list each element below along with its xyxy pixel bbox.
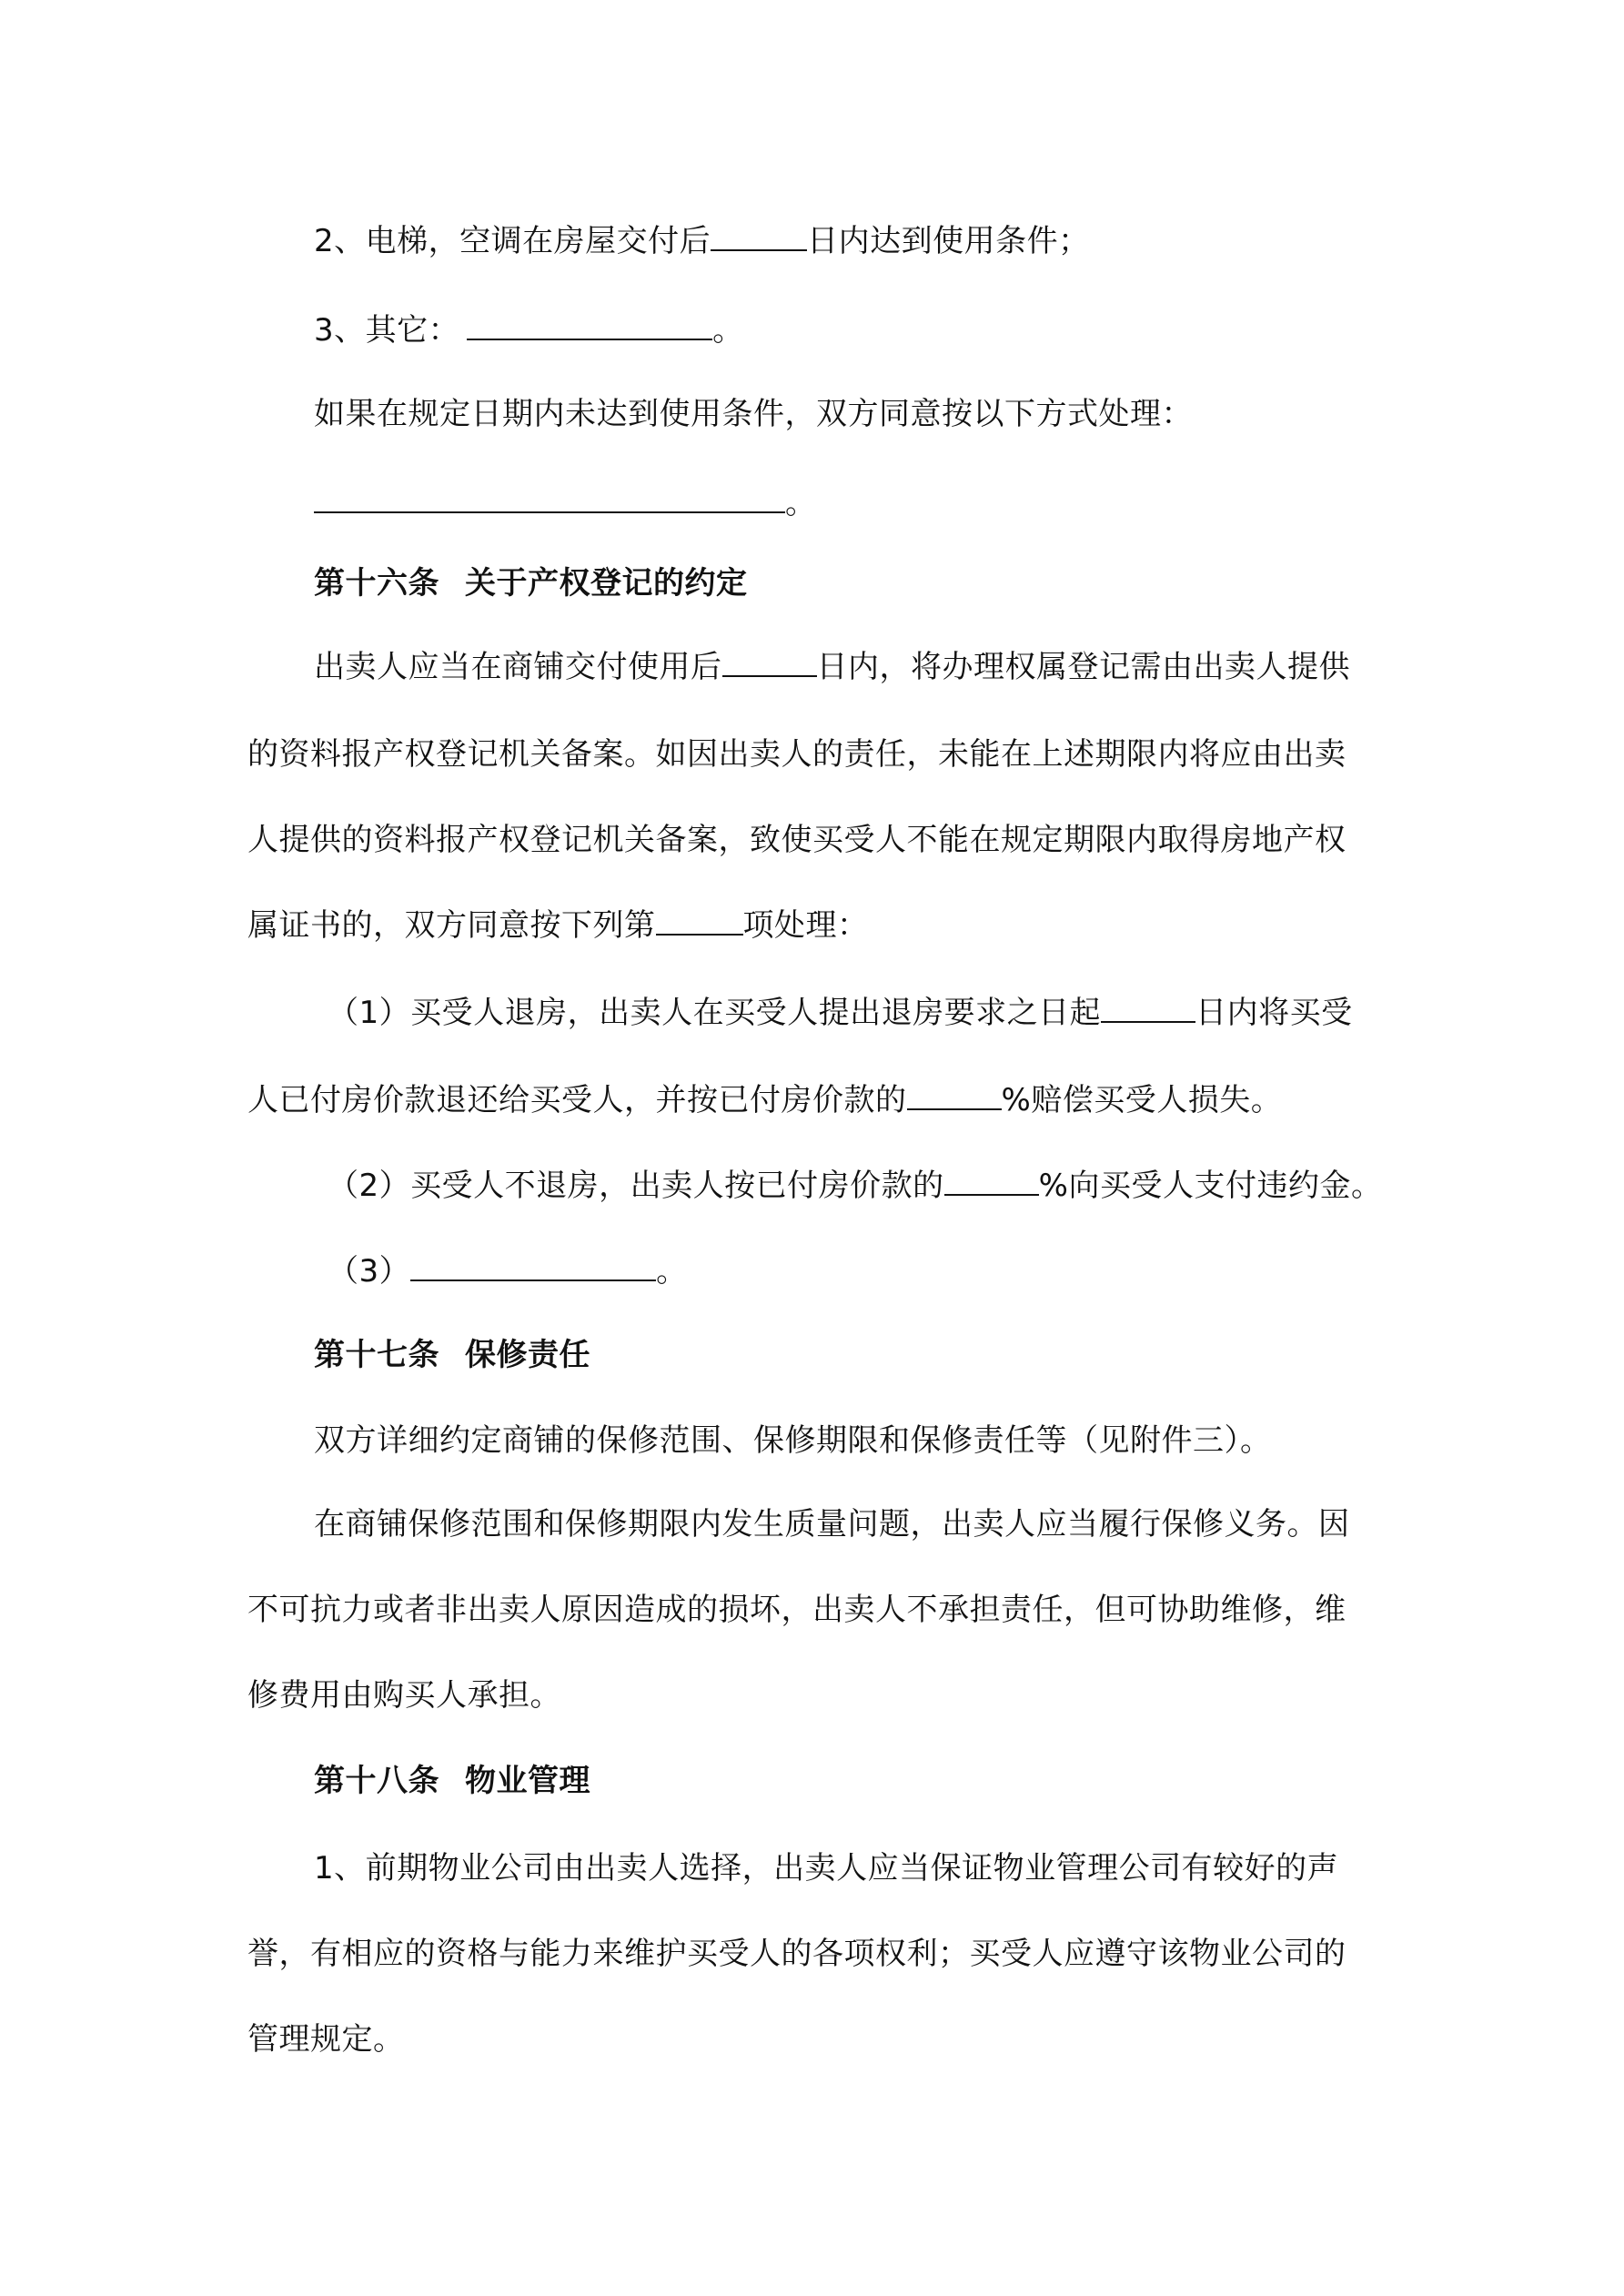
article-16-heading: [314, 562, 1451, 604]
article-17-para-line: [314, 1503, 1385, 1545]
fill-blank[interactable]: [467, 311, 712, 340]
text: %赔偿买受人损失。: [1001, 1082, 1283, 1118]
article-17-para-line: [247, 1674, 1385, 1716]
text: （1）买受人退房，出卖人在买受人提出退房要求之日起: [328, 995, 1102, 1031]
text: 人提供的资料报产权登记机关备案，致使买受人不能在规定期限内取得房地产权: [247, 822, 1347, 858]
fill-blank[interactable]: [410, 1252, 656, 1281]
text: 。: [712, 312, 744, 349]
text: 的资料报产权登记机关备案。如因出卖人的责任，未能在上述期限内将应由出卖: [247, 736, 1347, 773]
text: 日内，将办理权属登记需由出卖人提供: [816, 649, 1350, 685]
article-17-heading: [314, 1334, 1451, 1376]
text: 2、电梯，空调在房屋交付后: [314, 223, 711, 259]
text: （3）: [328, 1253, 411, 1290]
fill-blank[interactable]: [1101, 994, 1195, 1023]
text: 誉，有相应的资格与能力来维护买受人的各项权利；买受人应遵守该物业公司的: [247, 1936, 1347, 1972]
text: 人已付房价款退还给买受人，并按已付房价款的: [247, 1082, 907, 1118]
fill-blank[interactable]: [314, 484, 785, 513]
text: 属证书的，双方同意按下列第: [247, 907, 656, 944]
article-16-option-1-cont: [247, 1079, 1385, 1121]
clause-15-default-text: [314, 393, 1385, 435]
text: 项处理：: [742, 907, 869, 944]
text: 日内达到使用条件；: [807, 223, 1090, 259]
text: 3、其它：: [314, 312, 460, 349]
article-16-para-line: [314, 646, 1385, 688]
text: （2）买受人不退房，出卖人按已付房价款的: [328, 1168, 944, 1204]
article-18-heading: [314, 1760, 1451, 1802]
text: 。: [785, 485, 817, 521]
article-number: 第十六条: [314, 565, 439, 602]
article-title: 物业管理: [465, 1763, 590, 1799]
fill-blank[interactable]: [711, 222, 807, 251]
text: 。: [656, 1253, 688, 1290]
text: 修费用由购买人承担。: [247, 1677, 561, 1714]
article-title: 关于产权登记的约定: [465, 565, 748, 602]
fill-blank[interactable]: [722, 648, 817, 677]
fill-blank[interactable]: [656, 906, 743, 936]
fill-blank[interactable]: [944, 1167, 1039, 1196]
article-16-para-line: [247, 733, 1385, 775]
clause-15-default-blank-line: [314, 482, 1385, 524]
article-18-para-line: [314, 1847, 1385, 1889]
text: 出卖人应当在商铺交付使用后: [314, 649, 722, 685]
text: 日内将买受: [1195, 995, 1353, 1031]
article-16-para-line: [247, 905, 1385, 946]
fill-blank[interactable]: [907, 1081, 1002, 1110]
article-16-para-line: [247, 819, 1385, 861]
clause-15-item-3: [314, 309, 1385, 351]
text: 在商铺保修范围和保修期限内发生质量问题，出卖人应当履行保修义务。因: [314, 1506, 1350, 1542]
article-16-option-3: [328, 1250, 1385, 1292]
article-18-para-line: [247, 2018, 1385, 2060]
clause-15-item-2: [314, 220, 1385, 262]
article-number: 第十八条: [314, 1763, 439, 1799]
article-17-para-line: [247, 1589, 1385, 1631]
article-17-para-line: [314, 1420, 1385, 1462]
text: 不可抗力或者非出卖人原因造成的损坏，出卖人不承担责任，但可协助维修，维: [247, 1592, 1347, 1628]
text: 双方详细约定商铺的保修范围、保修期限和保修责任等（见附件三）。: [314, 1422, 1272, 1459]
article-16-option-2: [328, 1165, 1385, 1207]
text: 如果在规定日期内未达到使用条件，双方同意按以下方式处理：: [314, 396, 1193, 432]
article-18-para-line: [247, 1933, 1385, 1975]
article-title: 保修责任: [465, 1337, 590, 1373]
text: 管理规定。: [247, 2021, 405, 2058]
text: %向买受人支付违约金。: [1038, 1168, 1383, 1204]
article-16-option-1: [328, 992, 1385, 1034]
text: 1、前期物业公司由出卖人选择，出卖人应当保证物业管理公司有较好的声: [314, 1850, 1339, 1886]
article-number: 第十七条: [314, 1337, 439, 1373]
